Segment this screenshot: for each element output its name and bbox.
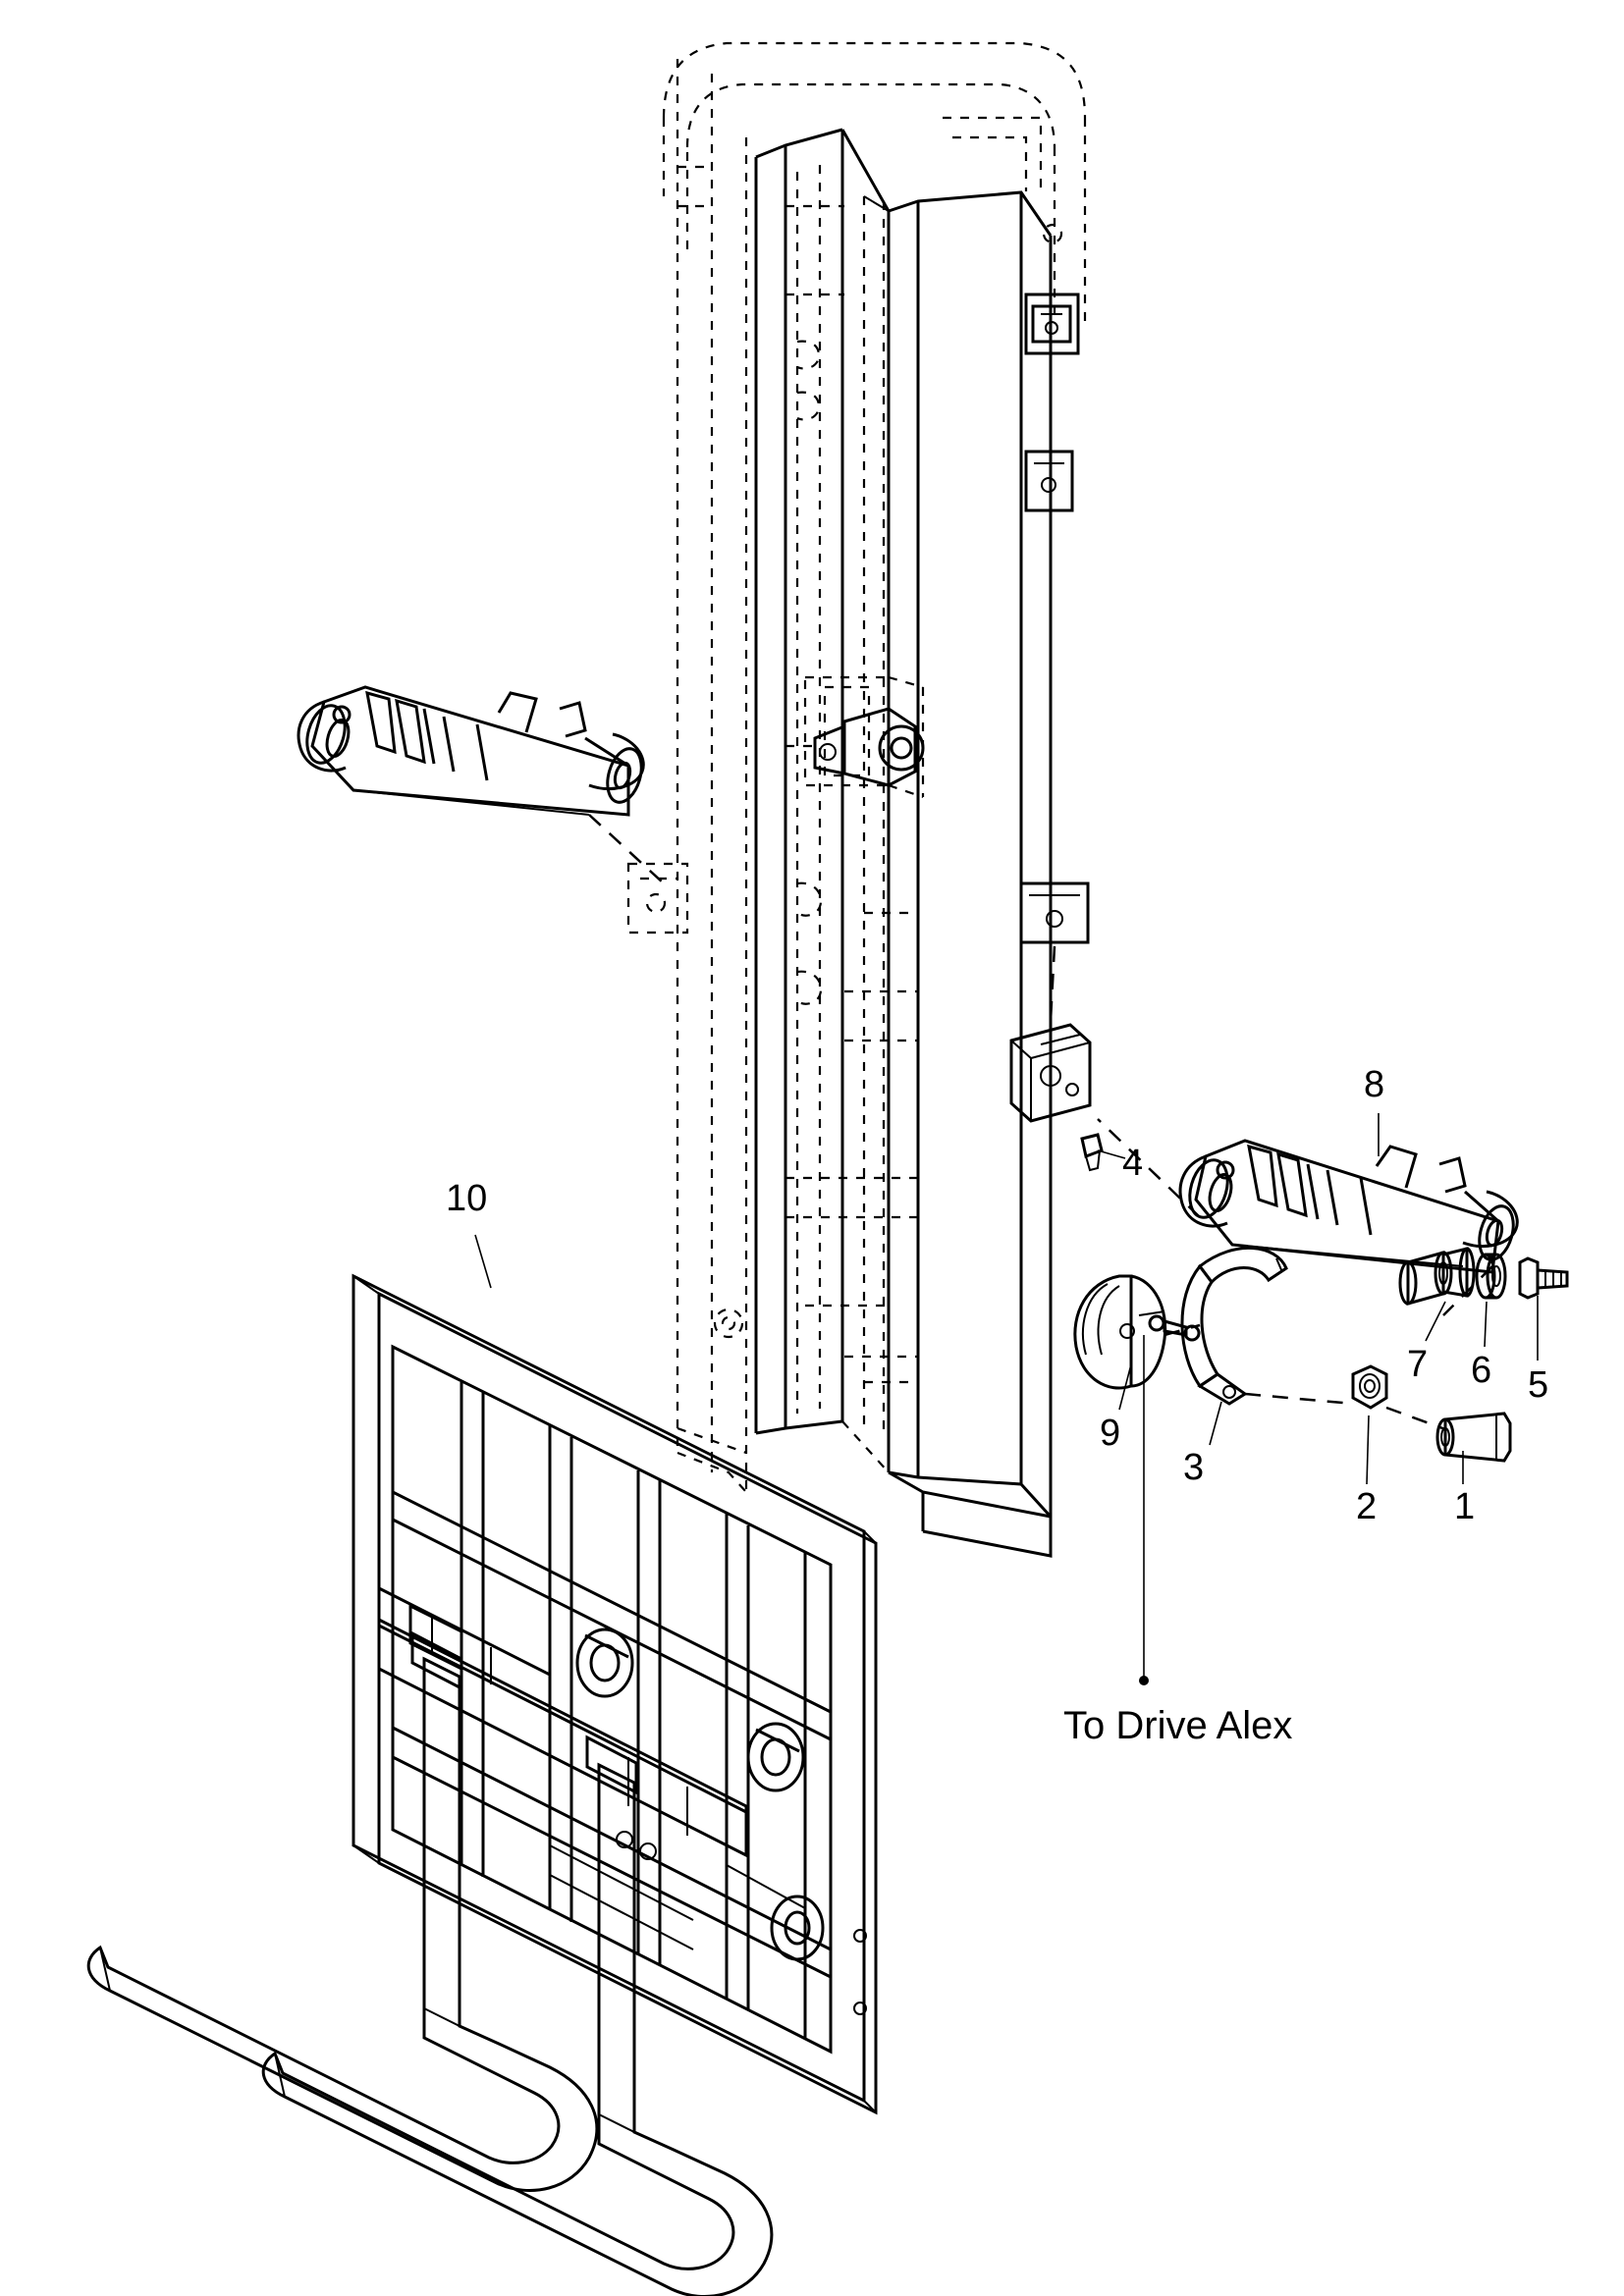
callout-4: 4 <box>1122 1143 1144 1184</box>
nut <box>1353 1366 1386 1408</box>
lift-cylinder-left <box>298 687 647 815</box>
chain-sheave-pulley <box>1075 1276 1199 1388</box>
callout-10: 10 <box>446 1178 488 1219</box>
callout-3: 3 <box>1183 1447 1205 1488</box>
bolt <box>1520 1258 1567 1298</box>
pin <box>1437 1414 1510 1461</box>
to-drive-alex-note: To Drive Alex <box>1063 1704 1293 1747</box>
callout-leaders <box>475 1113 1538 1685</box>
callout-8: 8 <box>1364 1064 1385 1105</box>
callout-7: 7 <box>1407 1344 1429 1385</box>
carriage-roller-upper <box>577 1629 632 1696</box>
callout-1: 1 <box>1454 1486 1476 1527</box>
carriage-roller-bottom <box>772 1896 823 1959</box>
fork-carriage-with-forks <box>88 1276 876 2296</box>
callout-9: 9 <box>1100 1413 1121 1454</box>
callout-6: 6 <box>1471 1350 1492 1391</box>
mast-assembly <box>628 43 1088 1556</box>
mast-cylinder-lug <box>1021 883 1088 942</box>
callout-5: 5 <box>1528 1364 1549 1406</box>
cylinder-mount-plate <box>1011 1025 1102 1170</box>
mast-chain-anchor <box>785 677 923 797</box>
callout-2: 2 <box>1356 1486 1378 1527</box>
carriage-roller-lower <box>748 1724 803 1790</box>
